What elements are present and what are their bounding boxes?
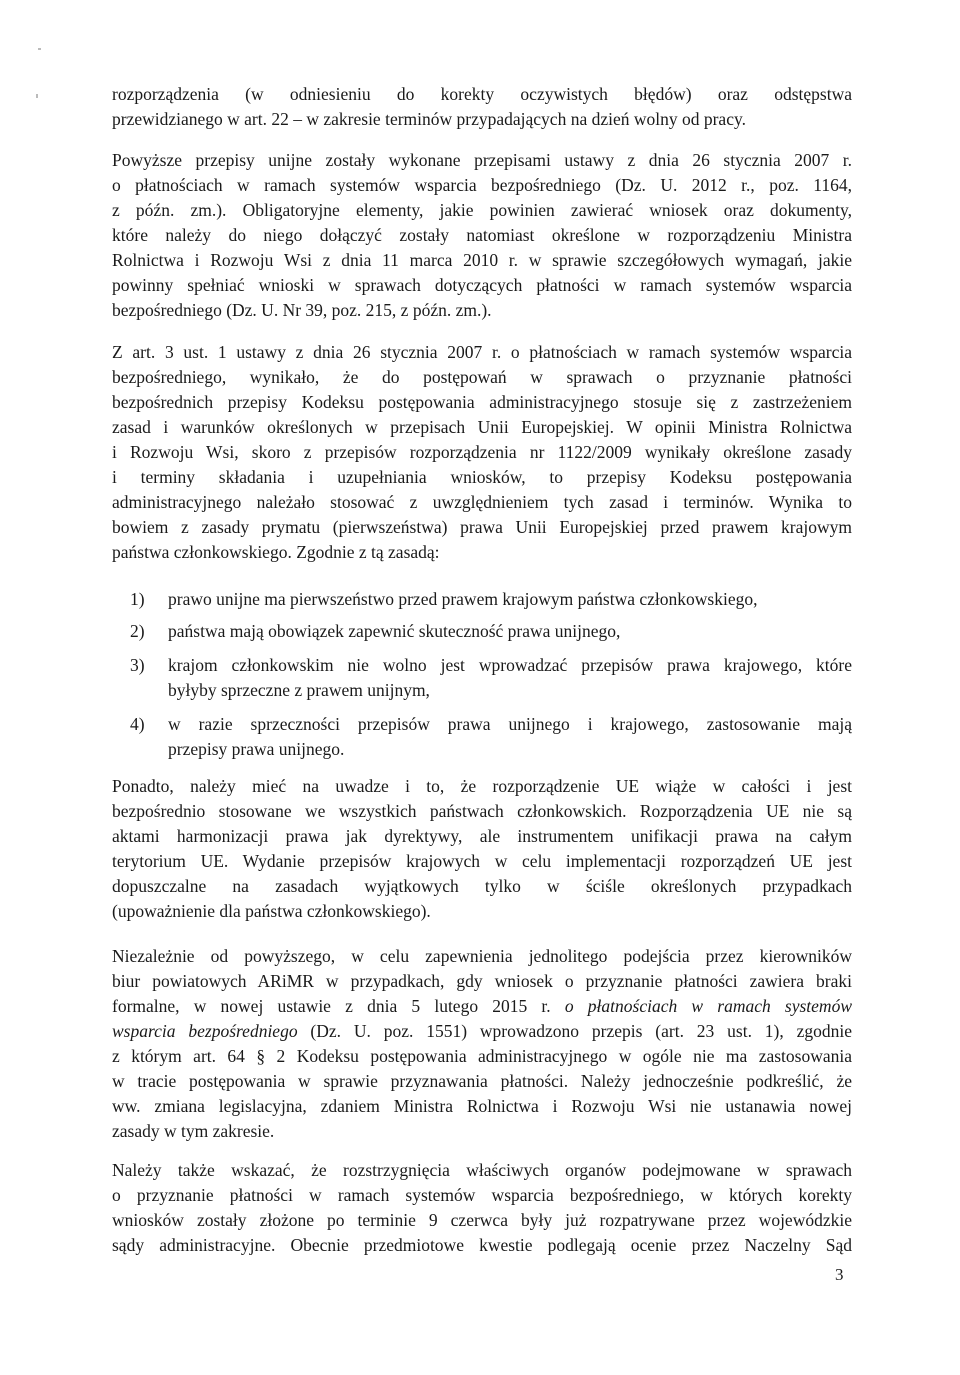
paragraph-2 bbox=[112, 148, 852, 323]
list-number: 2) bbox=[130, 621, 145, 641]
text-line: bezpośredniego, wynikało, że do postępowań w sprawach o przyznanie płatności bbox=[112, 367, 852, 387]
text-line: dopuszczalne na zasadach wyjątkowych tylko w ściśle określonych przypadkach bbox=[112, 876, 852, 896]
list-number: 1) bbox=[130, 589, 145, 609]
list-text: krajom członkowskim nie wolno jest wprowadzać przepisów prawa krajowego, które bbox=[168, 655, 852, 675]
text-line: o płatnościach w ramach systemów wsparcia bezpośredniego (Dz. U. 2012 r., poz. 1164, bbox=[112, 175, 852, 195]
text-line: aktami harmonizacji prawa jak dyrektywy, ale instrumentem unifikacji prawa na całym bbox=[112, 826, 852, 846]
text-line: zasady w tym zakresie. bbox=[112, 1121, 275, 1141]
text-line: i Rozwoju Wsi, skoro z przepisów rozporządzenia nr 1122/2009 wynikały określone zasady bbox=[112, 442, 852, 462]
list-text: przepisy prawa unijnego. bbox=[168, 739, 345, 759]
scan-mark bbox=[36, 94, 38, 98]
text-line: państwa członkowskiego. Zgodnie z tą zasadą: bbox=[112, 542, 440, 562]
text-line: biur powiatowych ARiMR w przypadkach, gdy wniosek o przyznanie płatności zawiera braki bbox=[112, 971, 852, 991]
paragraph-3 bbox=[112, 340, 852, 565]
list-number: 3) bbox=[130, 655, 145, 675]
text-line: zasad i warunków określonych w przepisach Unii Europejskiej. W opinii Ministra Rolnictwa bbox=[112, 417, 852, 437]
text-line bbox=[112, 1019, 852, 1044]
text-line: rozporządzenia (w odniesieniu do korekty oczywistych błędów) oraz odstępstwa bbox=[112, 84, 852, 104]
scan-mark bbox=[38, 48, 41, 50]
text-line: w tracie postępowania w sprawie przyznawania płatności. Należy jednocześnie podkreślić, że bbox=[112, 1071, 852, 1091]
text-segment: formalne, w nowej ustawie z dnia 5 lutego 2015 r. bbox=[112, 996, 565, 1016]
text-line: bezpośrednich przepisy Kodeksu postępowania administracyjnego stosuje się z zastrzeżeniem bbox=[112, 392, 852, 412]
text-segment: (Dz. U. poz. 1551) wprowadzono przepis (art. 23 ust. 1), zgodnie bbox=[297, 1021, 852, 1041]
text-line: bowiem z zasady prymatu (pierwszeństwa) prawa Unii Europejskiej przed prawem krajowym bbox=[112, 517, 852, 537]
list-text: byłyby sprzeczne z prawem unijnym, bbox=[168, 680, 430, 700]
text-line: bezpośrednio stosowane we wszystkich państwach członkowskich. Rozporządzenia UE nie są bbox=[112, 801, 852, 821]
text-line: bezpośredniego (Dz. U. Nr 39, poz. 215, z późn. zm.). bbox=[112, 300, 492, 320]
text-line: przewidzianego w art. 22 – w zakresie terminów przypadających na dzień wolny od pracy. bbox=[112, 109, 746, 129]
act-title-italic: wsparcia bezpośredniego bbox=[112, 1021, 298, 1041]
text-line: ww. zmiana legislacyjna, zdaniem Ministra Rolnictwa i Rozwoju Wsi nie ustanawia nowej bbox=[112, 1096, 852, 1116]
page-number: 3 bbox=[835, 1265, 844, 1284]
text-line: sądy administracyjne. Obecnie przedmiotowe kwestie podlegają ocenie przez Naczelny Sąd bbox=[112, 1235, 852, 1255]
text-line: Z art. 3 ust. 1 ustawy z dnia 26 stycznia 2007 r. o płatnościach w ramach systemów wsparcia bbox=[112, 342, 852, 362]
paragraph-6 bbox=[112, 1158, 852, 1258]
text-line: (upoważnienie dla państwa członkowskiego). bbox=[112, 901, 431, 921]
paragraph-4 bbox=[112, 774, 852, 924]
list-text: prawo unijne ma pierwszeństwo przed prawem krajowym państwa członkowskiego, bbox=[168, 589, 758, 609]
text-line: o przyznanie płatności w ramach systemów wsparcia bezpośredniego, w których korekty bbox=[112, 1185, 852, 1205]
text-line: z którym art. 64 § 2 Kodeksu postępowania administracyjnego w ogóle nie ma zastosowania bbox=[112, 1046, 852, 1066]
text-line: z późn. zm.). Obligatoryjne elementy, jakie powinien zawierać wniosek oraz dokumenty, bbox=[112, 200, 852, 220]
text-line bbox=[112, 994, 852, 1019]
list-text: państwa mają obowiązek zapewnić skuteczność prawa unijnego, bbox=[168, 621, 621, 641]
text-line: Ponadto, należy mieć na uwadze i to, że rozporządzenie UE wiąże w całości i jest bbox=[112, 776, 852, 796]
text-line: administracyjnego należało stosować z uwzględnieniem tych zasad i terminów. Wynika to bbox=[112, 492, 852, 512]
text-line: które należy do niego dołączyć zostały natomiast określone w rozporządzeniu Ministra bbox=[112, 225, 852, 245]
text-line: terytorium UE. Wydanie przepisów krajowych w celu implementacji rozporządzeń UE jest bbox=[112, 851, 852, 871]
text-line: Rolnictwa i Rozwoju Wsi z dnia 11 marca 2010 r. w sprawie szczegółowych wymagań, jakie bbox=[112, 250, 852, 270]
text-line: i terminy składania i uzupełniania wniosków, to przepisy Kodeksu postępowania bbox=[112, 467, 852, 487]
list-number: 4) bbox=[130, 714, 145, 734]
text-line: Należy także wskazać, że rozstrzygnięcia właściwych organów podejmowane w sprawach bbox=[112, 1160, 852, 1180]
text-line: Niezależnie od powyższego, w celu zapewnienia jednolitego podejścia przez kierowników bbox=[112, 946, 852, 966]
paragraph-5 bbox=[112, 944, 852, 1144]
list-text: w razie sprzeczności przepisów prawa unijnego i krajowego, zastosowanie mają bbox=[168, 714, 852, 734]
paragraph-1 bbox=[112, 82, 852, 132]
act-title-italic: o płatnościach w ramach systemów bbox=[564, 996, 852, 1016]
text-line: wniosków zostały złożone po terminie 9 czerwca były już rozpatrywane przez wojewódzkie bbox=[112, 1210, 852, 1230]
text-line: powinny spełniać wnioski w sprawach dotyczących płatności w ramach systemów wsparcia bbox=[112, 275, 852, 295]
text-line: Powyższe przepisy unijne zostały wykonane przepisami ustawy z dnia 26 stycznia 2007 r. bbox=[112, 150, 852, 170]
